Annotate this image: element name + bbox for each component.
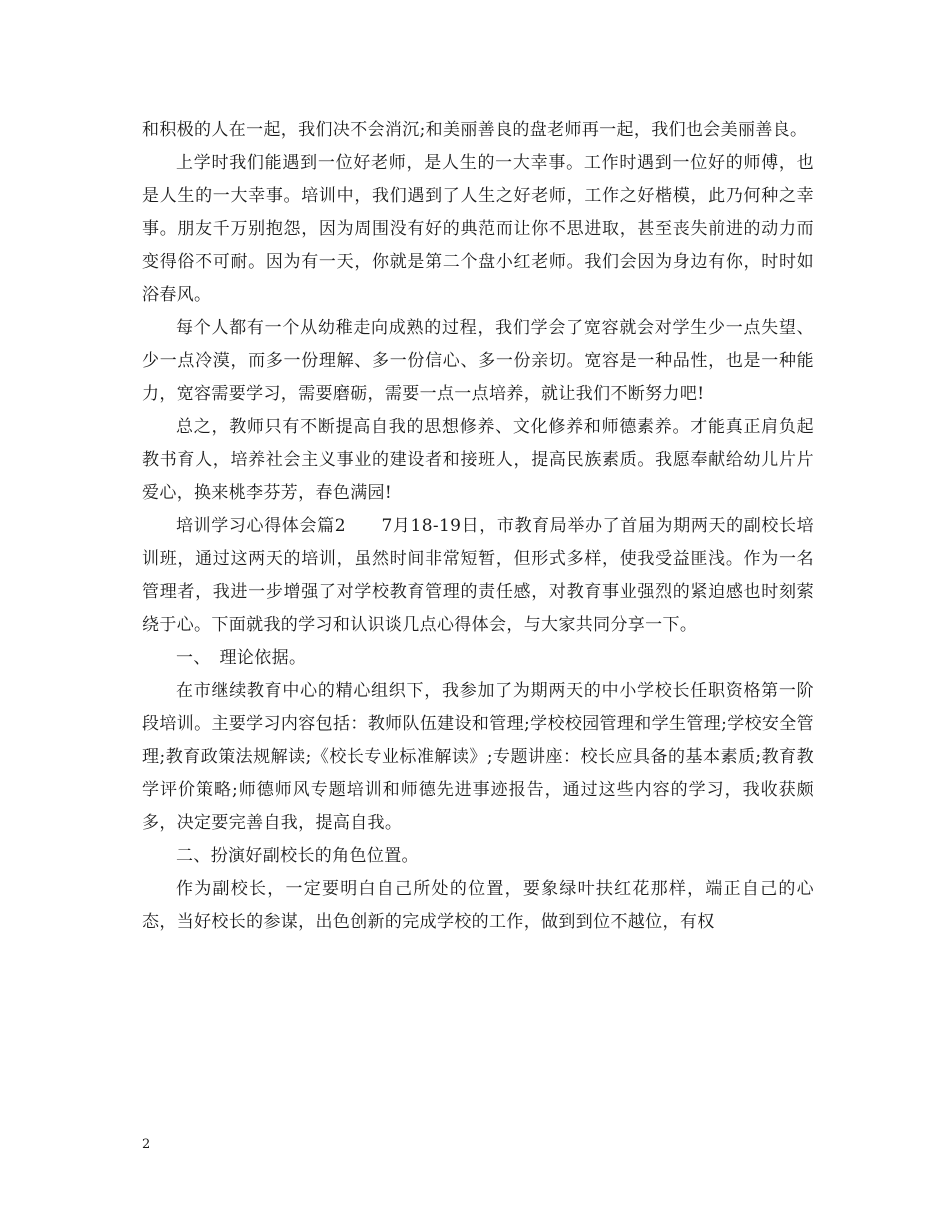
paragraph: 上学时我们能遇到一位好老师，是人生的一大幸事。工作时遇到一位好的师傅，也是人生的一大幸事。培训中，我们遇到了人生之好老师，工作之好楷模，此乃何种之幸事。朋友千万别抱怨，因为周围没有好的典范而让你不思进取，甚至丧失前进的动力而变得俗不可耐。因为有一天，你就是第二个盘小红老师。我们会因为身边有你，时时如浴春风。 <box>142 153 814 305</box>
paragraph: 每个人都有一个从幼稚走向成熟的过程，我们学会了宽容就会对学生少一点失望、少一点冷漠，而多一份理解、多一份信心、多一份亲切。宽容是一种品性，也是一种能力，宽容需要学习，需要磨砺，需要一点一点培养，就让我们不断努力吧! <box>142 318 814 404</box>
body-text <box>142 114 814 939</box>
paragraph: 培训学习心得体会篇2 7月18-19日，市教育局举办了首届为期两天的副校长培训班，通过这两天的培训，虽然时间非常短暂，但形式多样，使我受益匪浅。作为一名管理者，我进一步增强了对学校教育管理的责任感，对教育事业强烈的紧迫感也时刻萦绕于心。下面就我的学习和认识谈几点心得体会，与大家共同分享一下。 <box>142 516 814 635</box>
section-heading: 一、 理论依据。 <box>176 648 307 668</box>
paragraph: 和积极的人在一起，我们决不会消沉;和美丽善良的盘老师再一起，我们也会美丽善良。 <box>142 120 808 140</box>
paragraph: 总之，教师只有不断提高自我的思想修养、文化修养和师德素养。才能真正肩负起教书育人，培养社会主义事业的建设者和接班人，提高民族素质。我愿奉献给幼儿片片爱心，换来桃李芬芳，春色满园! <box>142 417 814 503</box>
section-heading: 二、扮演好副校长的角色位置。 <box>176 846 419 866</box>
paragraph: 在市继续教育中心的精心组织下，我参加了为期两天的中小学校长任职资格第一阶段培训。主要学习内容包括：教师队伍建设和管理;学校校园管理和学生管理;学校安全管理;教育政策法规解读;《校长专业标准解读》;专题讲座：校长应具备的基本素质;教育教学评价策略;师德师风专题培训和师德先进事迹报告，通过这些内容的学习，我收获颇多，决定要完善自我，提高自我。 <box>142 681 814 833</box>
paragraph: 作为副校长，一定要明白自己所处的位置，要象绿叶扶红花那样，端正自己的心态，当好校长的参谋，出色创新的完成学校的工作，做到到位不越位，有权 <box>142 879 814 932</box>
page-number: 2 <box>142 1137 151 1152</box>
